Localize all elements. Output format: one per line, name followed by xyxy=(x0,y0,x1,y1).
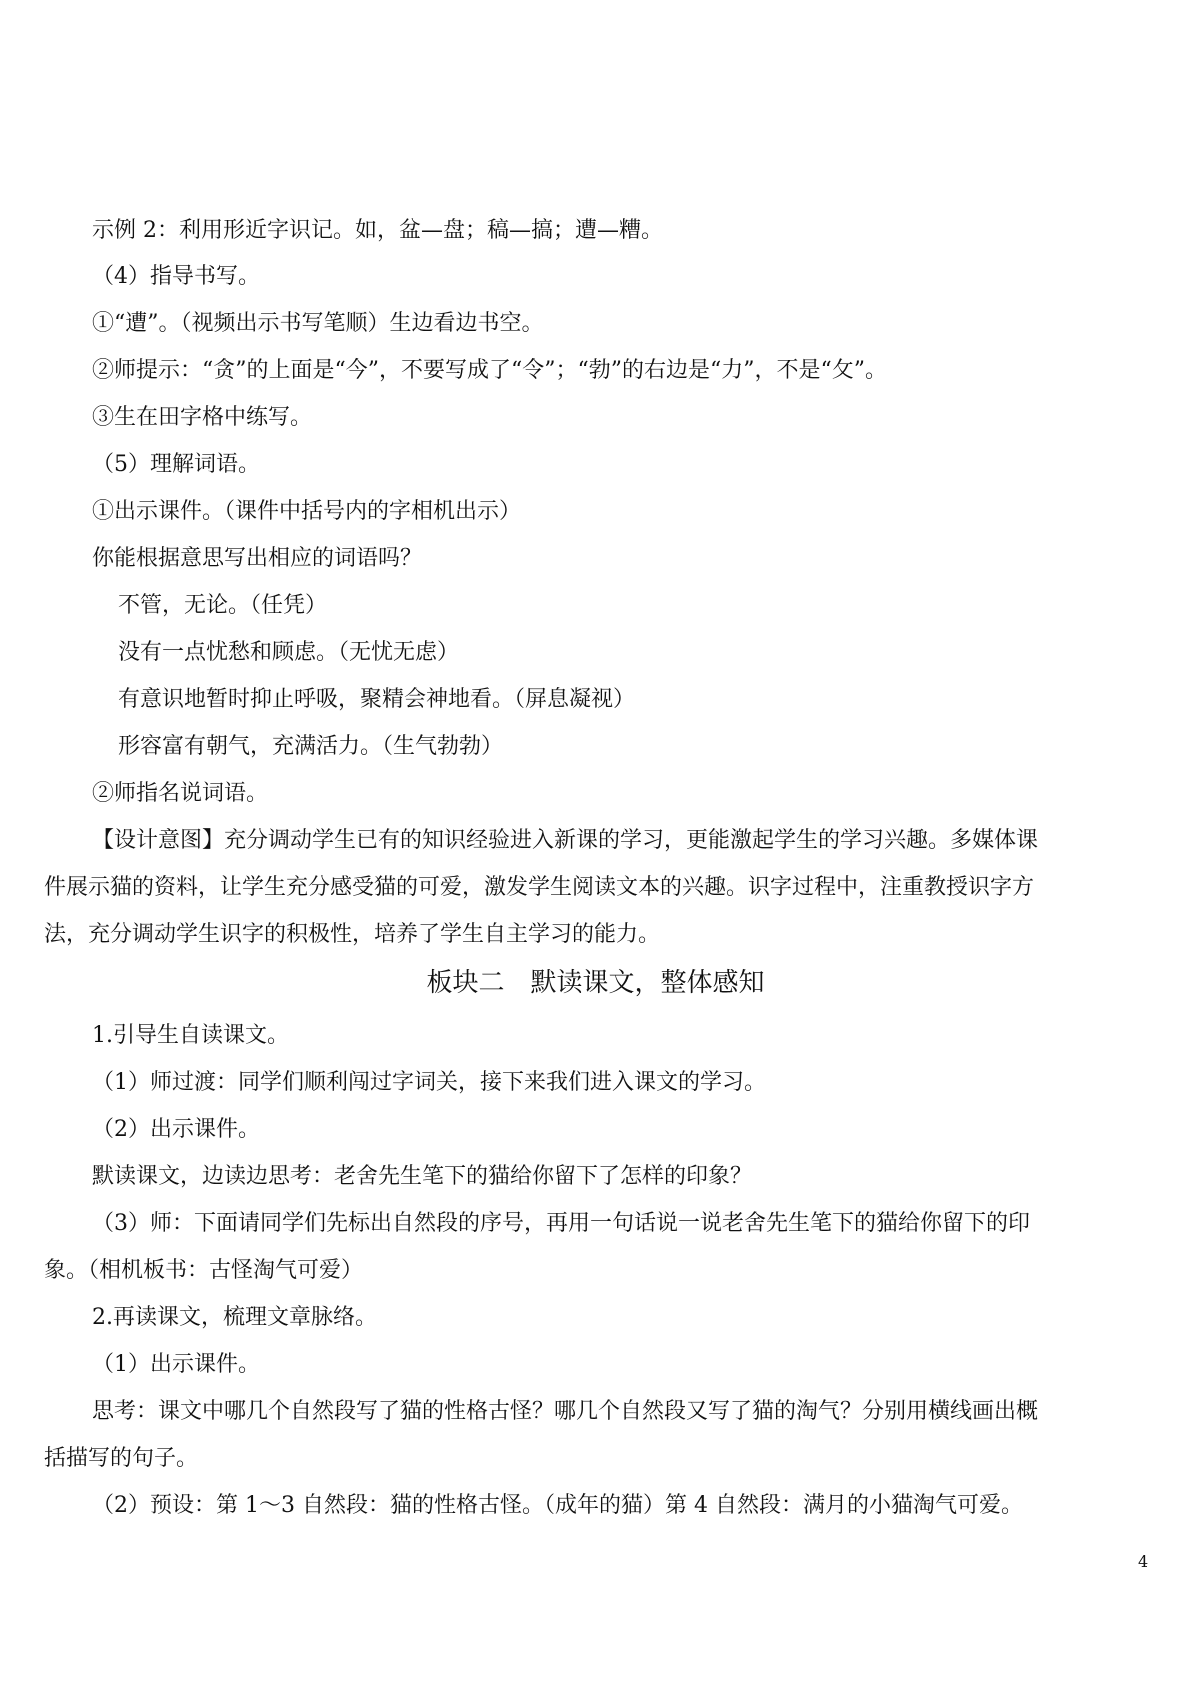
text-line: ②师指名说词语。 xyxy=(92,781,269,806)
text-line: （1）师过渡：同学们顺利闯过字词关，接下来我们进入课文的学习。 xyxy=(92,1070,766,1095)
text-line: （4）指导书写。 xyxy=(92,264,260,289)
text-line: ①“遭”。（视频出示书写笔顺）生边看边书空。 xyxy=(92,311,544,336)
text-line: （2）出示课件。 xyxy=(92,1117,260,1142)
text-line: 示例 2：利用形近字识记。如，盆—盘；稿—搞；遭—糟。 xyxy=(92,218,663,243)
text-line: （2）预设：第 1～3 自然段：猫的性格古怪。（成年的猫）第 4 自然段：满月的小猫淘气可爱。 xyxy=(92,1493,1023,1518)
text-line: ②师提示：“贪”的上面是“今”，不要写成了“令”；“勃”的右边是“力”，不是“攵”。 xyxy=(92,358,887,383)
text-line: 1.引导生自读课文。 xyxy=(92,1023,289,1048)
text-line: 象。（相机板书：古怪淘气可爱） xyxy=(44,1258,364,1283)
text-line: 形容富有朝气，充满活力。（生气勃勃） xyxy=(118,734,504,759)
text-line: 法，充分调动学生识字的积极性，培养了学生自主学习的能力。 xyxy=(44,922,661,947)
page-number: 4 xyxy=(1138,1552,1149,1571)
text-line: 2.再读课文，梳理文章脉络。 xyxy=(92,1305,377,1330)
text-line: 件展示猫的资料，让学生充分感受猫的可爱，激发学生阅读文本的兴趣。识字过程中，注重教授识字方 xyxy=(44,875,1035,900)
text-line: 括描写的句子。 xyxy=(44,1446,199,1471)
text-line: 你能根据意思写出相应的词语吗？ xyxy=(92,546,423,571)
text-line: ①出示课件。（课件中括号内的字相机出示） xyxy=(92,499,522,524)
text-line: ③生在田字格中练写。 xyxy=(92,405,313,430)
text-line: 默读课文，边读边思考：老舍先生笔下的猫给你留下了怎样的印象？ xyxy=(92,1164,753,1189)
text-line: 【设计意图】充分调动学生已有的知识经验进入新课的学习，更能激起学生的学习兴趣。多媒体课 xyxy=(92,828,1039,853)
text-line: （3）师：下面请同学们先标出自然段的序号，再用一句话说一说老舍先生笔下的猫给你留下的印 xyxy=(92,1211,1031,1236)
text-line: 不管，无论。（任凭） xyxy=(118,593,328,618)
text-line: （5）理解词语。 xyxy=(92,452,260,477)
text-line: （1）出示课件。 xyxy=(92,1352,260,1377)
section-heading: 板块二 默读课文，整体感知 xyxy=(426,968,765,998)
text-line: 有意识地暂时抑止呼吸，聚精会神地看。（屏息凝视） xyxy=(118,687,636,712)
text-line: 没有一点忧愁和顾虑。（无忧无虑） xyxy=(118,640,460,665)
text-line: 思考：课文中哪几个自然段写了猫的性格古怪？哪几个自然段又写了猫的淘气？分别用横线画出概 xyxy=(92,1399,1039,1424)
